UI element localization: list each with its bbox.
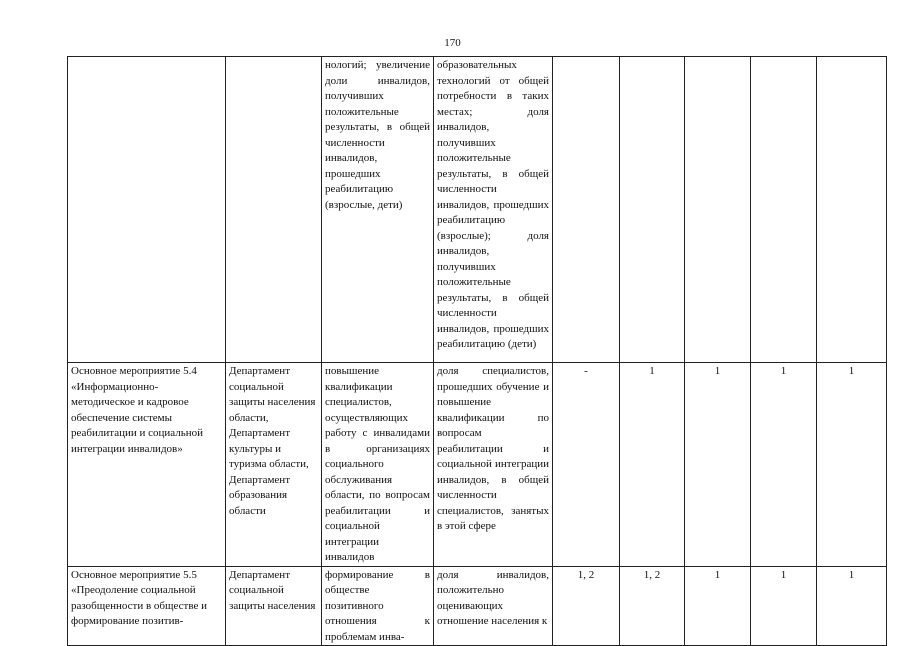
value-cell — [620, 57, 685, 363]
activity-name-cell: Основное мероприятие 5.5 «Преодоление социальной разобщенности в обществе и формирование позитив- — [68, 566, 226, 646]
indicator-cell: доля специалистов, прошедших обучение и повышение квалификации по вопросам реабилитации и социальной интеграции инвалидов, в общей численности специалистов, занятых в этой сфере — [434, 363, 553, 567]
value-cell: 1 — [751, 566, 817, 646]
value-cell: 1 — [620, 363, 685, 567]
value-cell — [751, 57, 817, 363]
table-row — [68, 57, 887, 363]
value-cell: 1 — [685, 566, 751, 646]
responsible-cell: Департамент социальной защиты населения — [226, 566, 322, 646]
indicator-cell: доля инвалидов, положительно оценивающих отношение населения к — [434, 566, 553, 646]
table-row — [68, 363, 887, 567]
expected-result-cell: формирование в обществе позитивного отношения к проблемам инва- — [322, 566, 434, 646]
value-cell: 1 — [817, 363, 887, 567]
value-cell — [553, 57, 620, 363]
responsible-cell: Департамент социальной защиты населения области, Департамент культуры и туризма области, Департамент образования области — [226, 363, 322, 567]
value-cell: 1, 2 — [553, 566, 620, 646]
value-cell: 1 — [685, 363, 751, 567]
activity-name-cell: Основное мероприятие 5.4 «Информационно-методическое и кадровое обеспечение системы реабилитации и социальной интеграции инвалидов» — [68, 363, 226, 567]
value-cell — [685, 57, 751, 363]
indicator-cell: образовательных технологий от общей потребности в таких местах; доля инвалидов, получивших положительные результаты, в общей численности инвалидов, прошедших реабилитацию (взрослые); доля инвалидов, получивших положительные результаты, в общей численности инвалидов, прошедших реабилитацию (дети) — [434, 57, 553, 363]
value-cell: 1 — [751, 363, 817, 567]
value-cell: 1, 2 — [620, 566, 685, 646]
value-cell: - — [553, 363, 620, 567]
page-number: 170 — [444, 37, 461, 49]
expected-result-cell: нологий; увеличение доли инвалидов, получивших положительные результаты, в общей численности инвалидов, прошедших реабилитацию (взрослые, дети) — [322, 57, 434, 363]
activity-name-cell — [68, 57, 226, 363]
program-activities-table — [67, 56, 887, 646]
table-row — [68, 566, 887, 646]
responsible-cell — [226, 57, 322, 363]
value-cell — [817, 57, 887, 363]
expected-result-cell: повышение квалификации специалистов, осуществляющих работу с инвалидами в организациях социального обслуживания области, по вопросам реабилитации и социальной интеграции инвалидов — [322, 363, 434, 567]
value-cell: 1 — [817, 566, 887, 646]
